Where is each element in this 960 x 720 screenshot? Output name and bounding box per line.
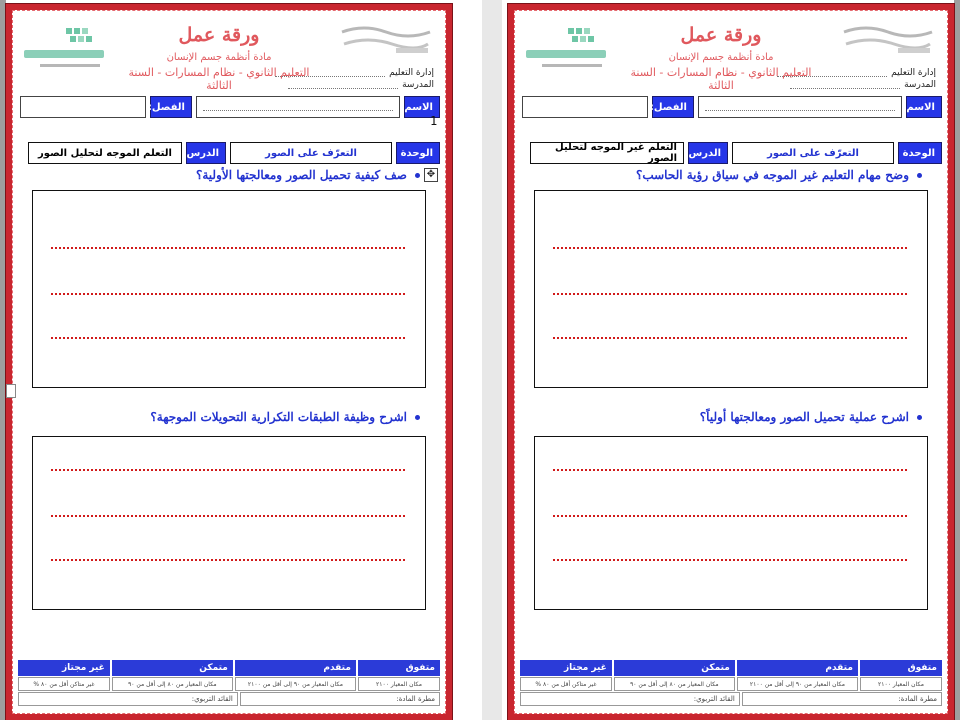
question-2-text: اشرح وظيفة الطبقات التكرارية التحويلات الموجهة؟ (150, 410, 407, 424)
rubric-excellent: متفوق (860, 660, 942, 676)
worksheet-page-left (6, 4, 452, 720)
rubric-criterion-1: مكان المعيار ٢١٠٠ (358, 677, 440, 691)
admin-label: إدارة التعليم (389, 68, 434, 78)
rubric-advanced: متقدم (235, 660, 356, 676)
answer-line (553, 515, 907, 517)
page-title: ورقة عمل (680, 24, 762, 46)
class-label: الفصل: (652, 96, 694, 118)
unit-label: الوحدة (396, 142, 440, 164)
admin-label: إدارة التعليم (891, 68, 936, 78)
answer-line (51, 515, 405, 517)
answer-line (51, 469, 405, 471)
rubric-criterion-2: مكان المعيار من ٩٠ إلى أقل من ٢١٠٠ (235, 677, 356, 691)
track-name: التعليم الثانوي - نظام المسارات - السنة الثالثة (128, 66, 310, 92)
move-handle-icon[interactable]: ✥ (424, 168, 438, 182)
answer-line (553, 293, 907, 295)
page-header (18, 14, 440, 94)
subject-teacher-field: مطرة المادة: (240, 692, 440, 706)
rubric-criterion-3: مكان المعيار من ٨٠ إلى أقل من ٩٠ (112, 677, 233, 691)
answer-line (553, 337, 907, 339)
unit-value: التعرّف على الصور (230, 142, 392, 164)
ministry-logo-icon (522, 24, 612, 78)
class-field[interactable] (522, 96, 648, 118)
lesson-row (520, 142, 942, 164)
answer-box-1[interactable] (534, 190, 928, 388)
rubric-criterion-4: غير متاكن أقل من ٨٠ % (18, 677, 110, 691)
worksheet-page-right (508, 4, 954, 720)
rubric-criterion-3: مكان المعيار من ٨٠ إلى أقل من ٩٠ (614, 677, 735, 691)
rubric-criterion-1: مكان المعيار ٢١٠٠ (860, 677, 942, 691)
lesson-value: التعلم غير الموجه لتحليل الصور (530, 142, 684, 164)
name-label: الاسم: (906, 96, 942, 118)
question-1 (540, 168, 922, 182)
question-2 (540, 410, 922, 424)
bullet-icon (917, 173, 922, 178)
question-1 (38, 168, 420, 182)
answer-box-1[interactable] (32, 190, 426, 388)
name-row (18, 96, 440, 118)
class-label: الفصل: (150, 96, 192, 118)
rubric-criterion-2: مكان المعيار من ٩٠ إلى أقل من ٢١٠٠ (737, 677, 858, 691)
rubric-not-passed: غير مجتاز (18, 660, 110, 676)
answer-line (553, 247, 907, 249)
rubric-table (18, 660, 440, 716)
answer-box-2[interactable] (32, 436, 426, 610)
unit-label: الوحدة (898, 142, 942, 164)
name-field[interactable] (698, 96, 902, 118)
page-title: ورقة عمل (178, 24, 260, 46)
answer-line (51, 293, 405, 295)
school-label: المدرسة (904, 80, 936, 90)
name-field[interactable] (196, 96, 400, 118)
bullet-icon (415, 173, 420, 178)
answer-line (51, 559, 405, 561)
lesson-value: التعلم الموجه لتحليل الصور (28, 142, 182, 164)
track-name: التعليم الثانوي - نظام المسارات - السنة الثالثة (630, 66, 812, 92)
unit-value: التعرّف على الصور (732, 142, 894, 164)
question-1-text: صف كيفية تحميل الصور ومعالجتها الأولية؟ (195, 168, 407, 182)
page-header (520, 14, 942, 94)
name-label: الاسم: (404, 96, 440, 118)
educational-leader-field: القائد التربوي: (18, 692, 238, 706)
answer-line (553, 469, 907, 471)
bullet-icon (917, 415, 922, 420)
school-label: المدرسة (402, 80, 434, 90)
window-edge-right (954, 0, 960, 720)
table-corner-handle[interactable] (6, 384, 16, 398)
subject-name: مادة أنظمة جسم الإنسان (166, 52, 272, 63)
class-field[interactable] (20, 96, 146, 118)
question-1-text: وضح مهام التعليم غير الموجه في سياق رؤية الحاسب؟ (635, 168, 909, 182)
rubric-excellent: متفوق (358, 660, 440, 676)
answer-box-2[interactable] (534, 436, 928, 610)
lesson-label: الدرس: (688, 142, 728, 164)
subject-name: مادة أنظمة جسم الإنسان (668, 52, 774, 63)
subject-teacher-field: مطرة المادة: (742, 692, 942, 706)
bullet-icon (415, 415, 420, 420)
answer-line (51, 247, 405, 249)
rubric-proficient: متمكن (614, 660, 735, 676)
answer-line (553, 559, 907, 561)
text-cursor: 1 (430, 114, 438, 128)
name-row (520, 96, 942, 118)
answer-line (51, 337, 405, 339)
question-2 (38, 410, 420, 424)
rubric-table (520, 660, 942, 716)
rubric-not-passed: غير مجتاز (520, 660, 612, 676)
question-2-text: اشرح عملية تحميل الصور ومعالجتها أولياً؟ (699, 410, 909, 424)
rubric-advanced: متقدم (737, 660, 858, 676)
lesson-row (18, 142, 440, 164)
lesson-label: الدرس: (186, 142, 226, 164)
ministry-logo-icon (20, 24, 110, 78)
rubric-proficient: متمكن (112, 660, 233, 676)
rubric-criterion-4: غير متاكن أقل من ٨٠ % (520, 677, 612, 691)
kingdom-logo-icon (836, 22, 936, 58)
page-gap-shade (482, 0, 502, 720)
kingdom-logo-icon (334, 22, 434, 58)
educational-leader-field: القائد التربوي: (520, 692, 740, 706)
